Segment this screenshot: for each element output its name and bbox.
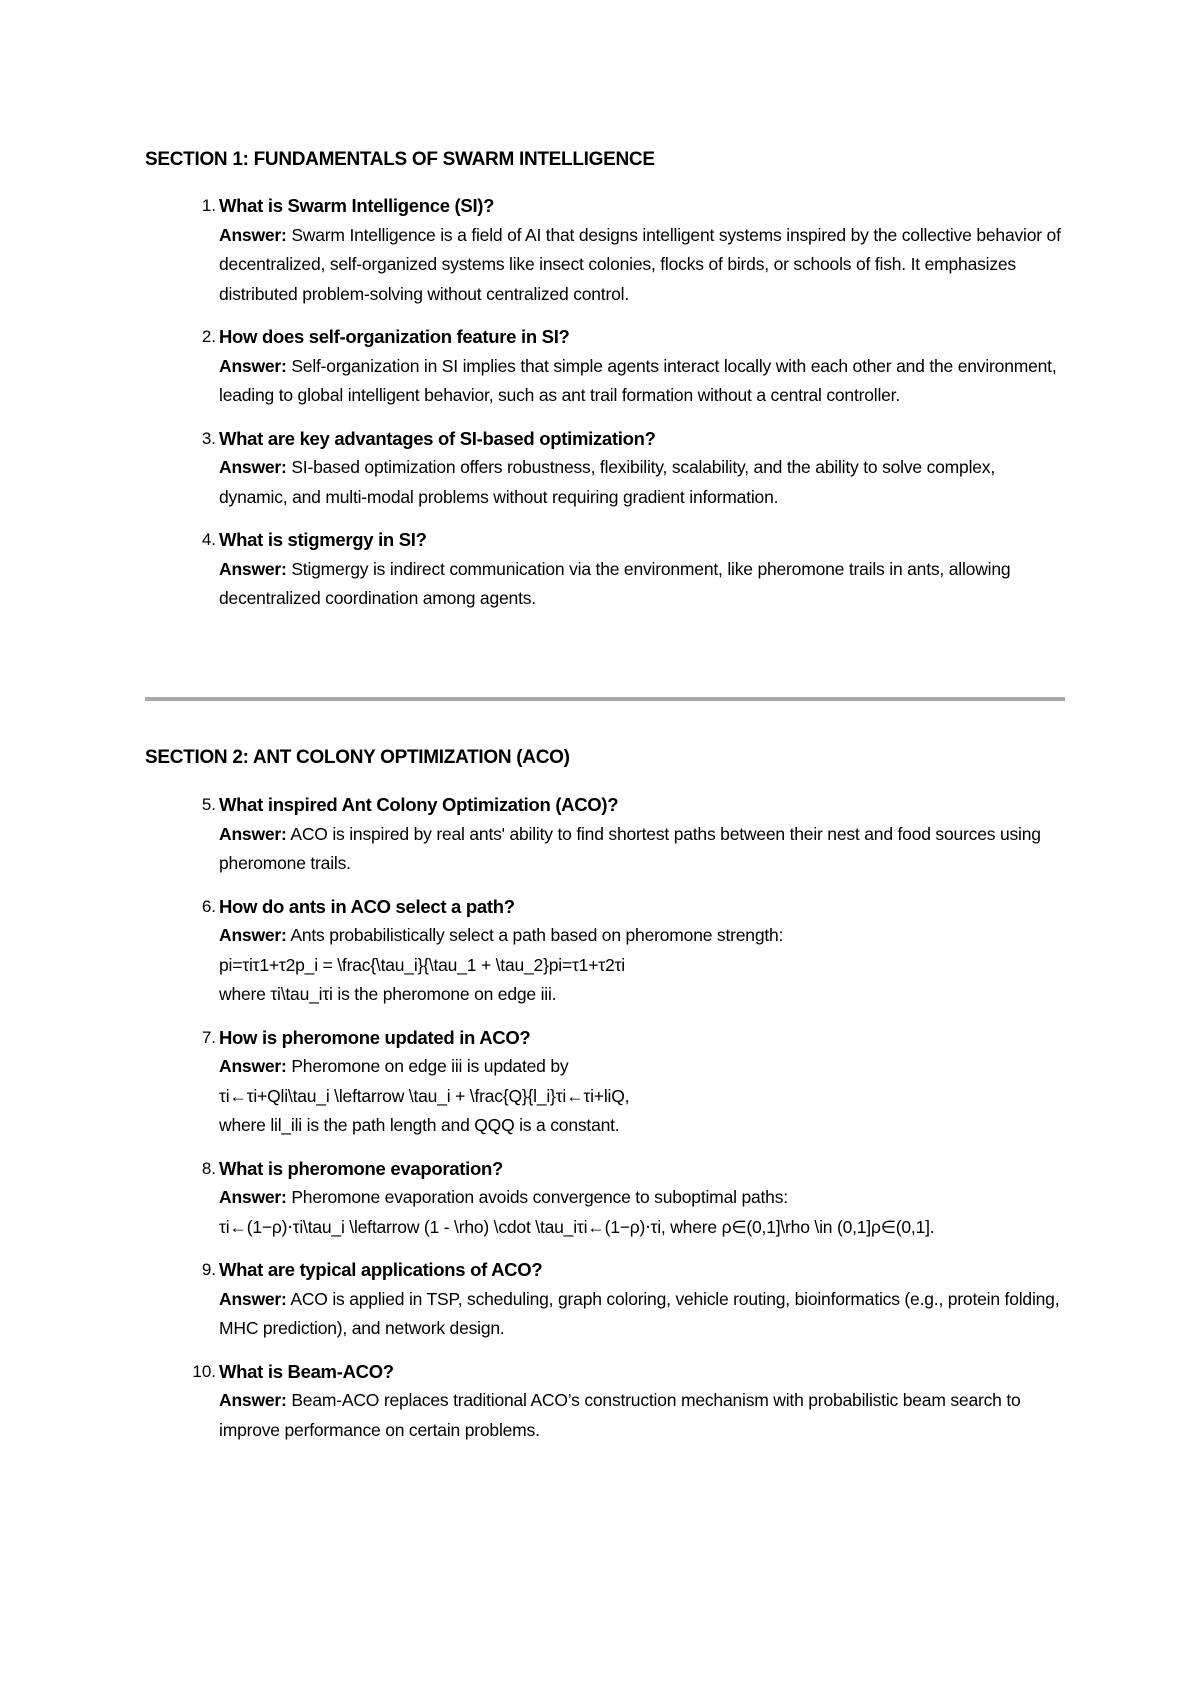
item-number: 3. [201,428,216,448]
formula-note: where τi\tau_iτi is the pheromone on edge iii. [219,984,557,1004]
answer-label: Answer: [219,224,287,245]
item-number: 4. [201,530,216,549]
answer-text: Beam-ACO replaces traditional ACO’s construction mechanism with probabilistic beam search to improve performance on certain problems. [219,1390,1021,1440]
answer [219,352,1065,411]
section-title: SECTION 2: ANT COLONY OPTIMIZATION (ACO) [145,747,570,768]
answer-label: Answer: [219,1288,287,1309]
question: What is Beam-ACO? [219,1360,394,1382]
formula-line: τi←τi+Qli\tau_i \leftarrow \tau_i + \frac{Q}{l_i}τi←τi+liQ, [219,1085,630,1106]
answer-text: Self-organization in SI implies that simple agents interact locally with each other and the environment, leading to global intelligent behavior, such as ant trail formation without a central controller. [219,355,1057,405]
answer-label: Answer: [219,823,287,844]
question: What is Swarm Intelligence (SI)? [219,195,495,216]
section-aco [145,746,1065,1458]
qa-item [145,1023,1065,1141]
qa-item [145,1154,1065,1243]
qa-item [145,191,1065,309]
qa-item [145,892,1065,1010]
item-number: 6. [201,896,216,916]
section-fundamentals [145,148,1065,627]
formula-note: where lil_ili is the path length and QQQ is a constant. [219,1115,620,1135]
answer-label: Answer: [219,1187,287,1207]
item-number: 9. [201,1260,216,1279]
answer-label: Answer: [219,925,287,945]
answer-label: Answer: [219,1056,287,1076]
qa-list [145,790,1065,1445]
qa-item [145,1255,1065,1344]
item-number: 2. [201,327,216,346]
item-number: 10. [192,1361,216,1381]
qa-item [145,1357,1065,1446]
qa-item [145,525,1065,614]
question: What are key advantages of SI-based optimization? [219,427,656,449]
section-title: SECTION 1: FUNDAMENTALS OF SWARM INTELLIGENCE [145,149,655,170]
answer-text: Ants probabilistically select a path based on pheromone strength: [290,925,784,945]
item-number: 5. [201,795,216,814]
item-number: 7. [201,1027,216,1047]
answer [219,453,1065,512]
question: How does self-organization feature in SI? [219,326,570,347]
question: What is pheromone evaporation? [219,1157,503,1179]
question: How do ants in ACO select a path? [219,895,515,917]
item-number: 8. [201,1158,216,1178]
qa-item [145,322,1065,411]
answer [219,921,1065,1010]
question: How is pheromone updated in ACO? [219,1026,531,1048]
answer-text: ACO is inspired by real ants' ability to find shortest paths between their nest and food sources using pheromone trails. [219,823,1041,873]
formula-line: τi←(1−ρ)⋅τi\tau_i \leftarrow (1 - \rho) \cdot \tau_iτi←(1−ρ)⋅τi, where ρ∈(0,1]\rho \in (0,1]ρ∈(0,1]. [219,1216,935,1237]
answer [219,555,1065,614]
answer-text: Pheromone evaporation avoids convergence to suboptimal paths: [291,1187,788,1207]
answer-text: SI-based optimization offers robustness, flexibility, scalability, and the ability to solve complex, dynamic, and multi-modal problems without requiring gradient information. [219,457,996,507]
answer-label: Answer: [219,355,287,376]
question: What is stigmergy in SI? [219,529,427,550]
answer-text: Swarm Intelligence is a field of AI that designs intelligent systems inspired by the collective behavior of decentralized, self-organized systems like insect colonies, flocks of birds, or schools of fish. It emphasizes distributed problem-solving without centralized control. [219,224,1061,304]
answer [219,1183,1065,1242]
qa-item [145,790,1065,879]
formula-line: pi=τiτ1+τ2p_i = \frac{\tau_i}{\tau_1 + \tau_2}pi=τ1+τ2τi [219,954,625,975]
answer-label: Answer: [219,558,287,579]
answer-text: Pheromone on edge iii is updated by [291,1056,569,1076]
answer [219,221,1065,310]
answer [219,820,1065,879]
answer-text: ACO is applied in TSP, scheduling, graph coloring, vehicle routing, bioinformatics (e.g., protein folding, MHC prediction), and network design. [219,1288,1060,1338]
question: What inspired Ant Colony Optimization (ACO)? [219,794,619,815]
qa-item [145,424,1065,513]
answer-label: Answer: [219,457,287,477]
question: What are typical applications of ACO? [219,1259,543,1280]
answer-text: Stigmergy is indirect communication via the environment, like pheromone trails in ants, allowing decentralized coordination among agents. [219,558,1011,608]
answer-label: Answer: [219,1390,287,1410]
horizontal-divider [145,697,1065,701]
answer [219,1285,1065,1344]
answer [219,1386,1065,1445]
qa-list [145,191,1065,614]
answer [219,1052,1065,1141]
item-number: 1. [201,196,216,215]
